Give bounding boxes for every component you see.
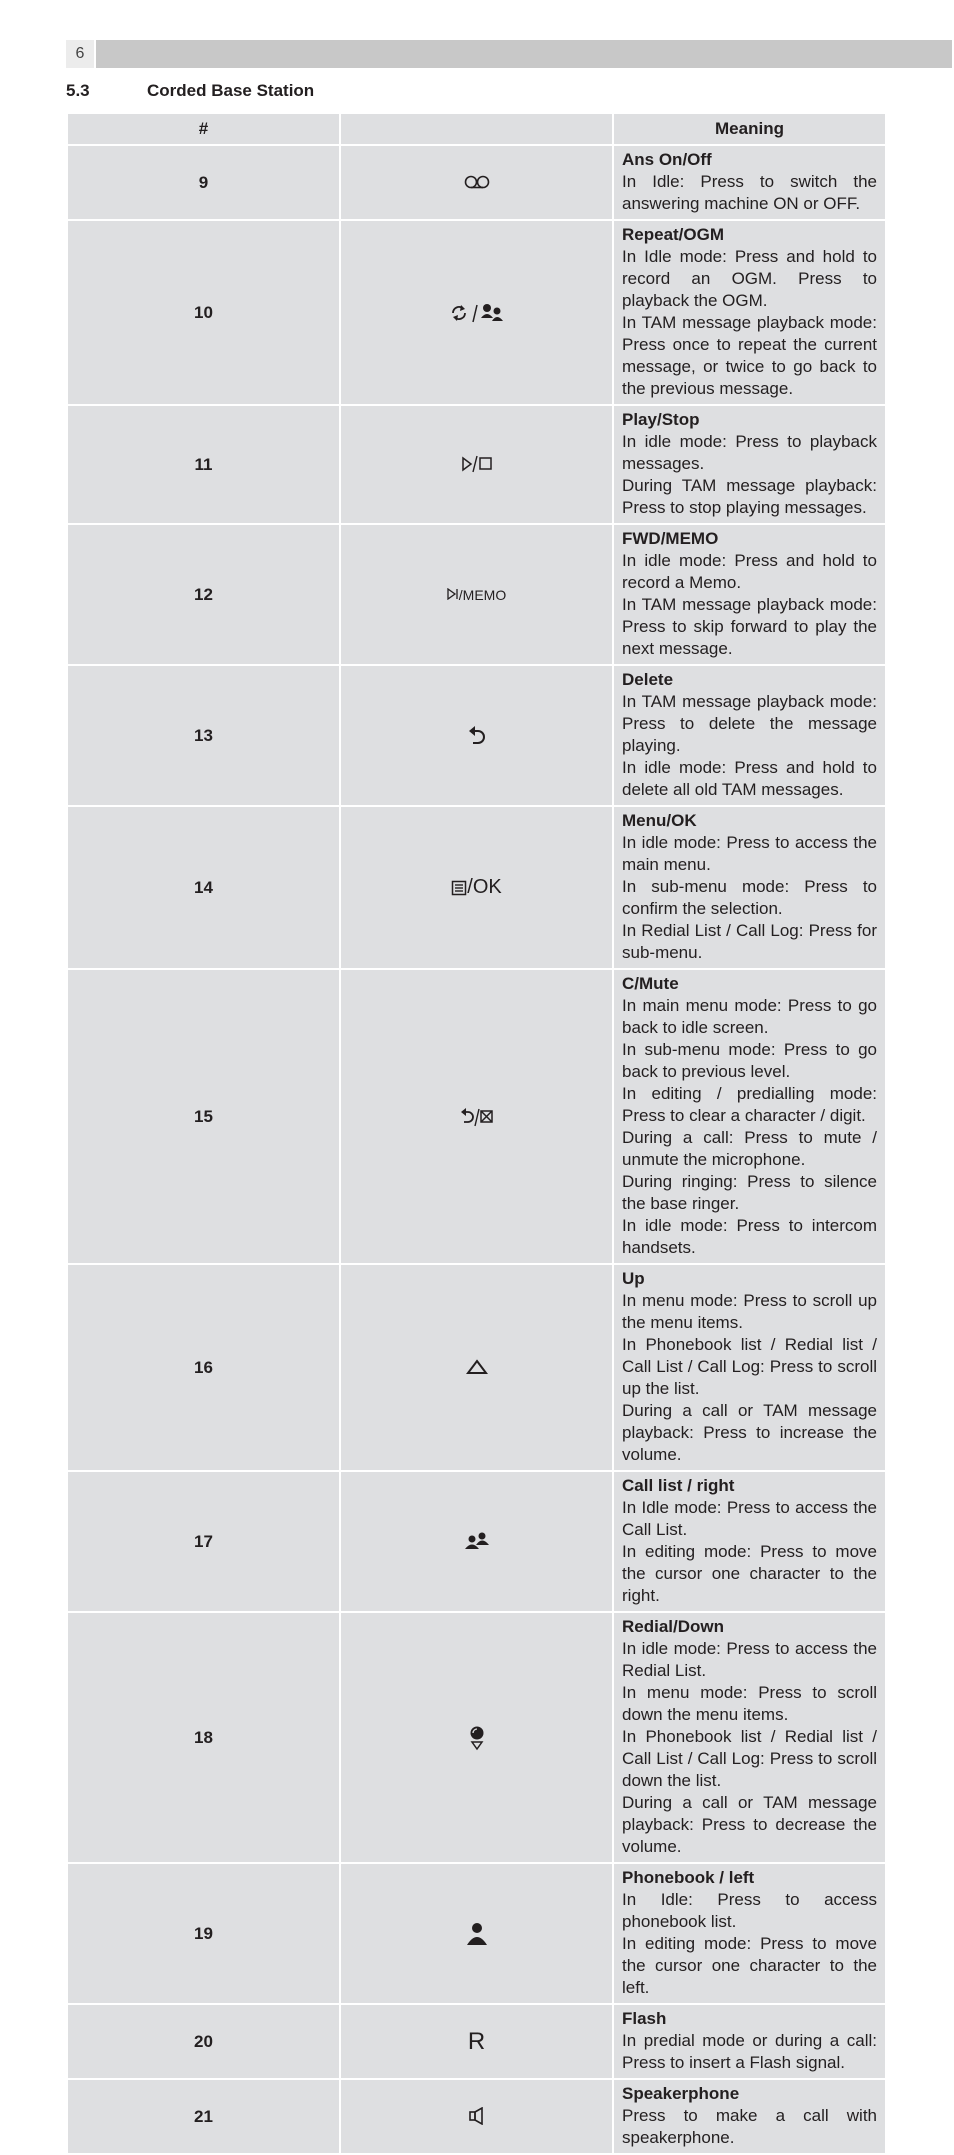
row-title: Phonebook / left — [622, 1868, 755, 1887]
row-line: During a call or TAM message playback: Press to increase the volume. — [622, 1401, 877, 1464]
row-number: 19 — [68, 1864, 339, 2003]
section-heading — [66, 81, 314, 101]
row-line: In TAM message playback mode: Press once to repeat the current message, or twice to go back to the previous message. — [622, 313, 877, 398]
row-line: In Idle: Press to access phonebook list. — [622, 1890, 877, 1931]
row-title: Menu/OK — [622, 811, 697, 830]
table-row — [68, 2080, 885, 2153]
row-line: In idle mode: Press to access the main menu. — [622, 833, 877, 874]
delete-icon — [467, 725, 487, 747]
row-icon-cell — [341, 1864, 612, 2003]
row-line: In sub-menu mode: Press to go back to previous level. — [622, 1040, 877, 1081]
clear-mute-icon — [460, 1107, 494, 1127]
row-line: In idle mode: Press to access the Redial List. — [622, 1639, 877, 1680]
row-line: In idle mode: Press to intercom handsets. — [622, 1216, 877, 1257]
page-number: 6 — [66, 40, 96, 68]
page-header-bar — [66, 40, 952, 68]
row-title: C/Mute — [622, 974, 679, 993]
row-meaning — [614, 146, 885, 219]
menu-ok-icon — [451, 880, 467, 896]
row-line: In main menu mode: Press to go back to idle screen. — [622, 996, 877, 1037]
row-line: In TAM message playback mode: Press to skip forward to play the next message. — [622, 595, 877, 658]
row-icon-cell — [341, 221, 612, 404]
row-title: Call list / right — [622, 1476, 735, 1495]
up-arrow-icon — [466, 1359, 488, 1375]
row-title: Delete — [622, 670, 674, 689]
row-meaning — [614, 406, 885, 523]
row-line: In Phonebook list / Redial list / Call List / Call Log: Press to scroll down the list. — [622, 1727, 877, 1790]
row-line: In sub-menu mode: Press to confirm the selection. — [622, 877, 877, 918]
row-title: Flash — [622, 2009, 667, 2028]
row-line: In menu mode: Press to scroll up the menu items. — [622, 1291, 877, 1332]
row-meaning — [614, 666, 885, 805]
table-row — [68, 525, 885, 664]
row-number: 18 — [68, 1613, 339, 1862]
row-meaning — [614, 1864, 885, 2003]
table-row — [68, 1472, 885, 1611]
section-number: 5.3 — [66, 81, 90, 100]
flash-icon: R — [467, 2027, 486, 2055]
row-line: In idle mode: Press and hold to record a Memo. — [622, 551, 877, 592]
table-row — [68, 1864, 885, 2003]
row-meaning — [614, 525, 885, 664]
row-line: In Phonebook list / Redial list / Call List / Call Log: Press to scroll up the list. — [622, 1335, 877, 1398]
row-title: FWD/MEMO — [622, 529, 719, 548]
row-meaning — [614, 1613, 885, 1862]
row-title: Redial/Down — [622, 1617, 725, 1636]
speakerphone-icon — [467, 2107, 487, 2125]
row-line: During TAM message playback: Press to stop playing messages. — [622, 476, 877, 517]
row-line: In idle mode: Press and hold to delete all old TAM messages. — [622, 758, 877, 799]
redial-down-icon — [467, 1725, 487, 1751]
row-line: In Idle mode: Press to access the Call List. — [622, 1498, 877, 1539]
row-line: In menu mode: Press to scroll down the menu items. — [622, 1683, 877, 1724]
row-number: 13 — [68, 666, 339, 805]
table-row — [68, 1265, 885, 1470]
row-number: 16 — [68, 1265, 339, 1470]
table-row — [68, 1613, 885, 1862]
table-row — [68, 221, 885, 404]
row-meaning — [614, 221, 885, 404]
call-list-icon — [464, 1532, 490, 1550]
row-icon-cell — [341, 807, 612, 968]
row-icon-cell — [341, 146, 612, 219]
row-line: In editing / predialling mode: Press to clear a character / digit. — [622, 1084, 877, 1125]
row-number: 20 — [68, 2005, 339, 2078]
row-number: 15 — [68, 970, 339, 1263]
fwd-memo-label: /MEMO — [458, 586, 507, 603]
row-icon-cell — [341, 1472, 612, 1611]
table-row — [68, 807, 885, 968]
row-line: During ringing: Press to silence the base ringer. — [622, 1172, 877, 1213]
answering-machine-icon — [463, 174, 491, 190]
row-title: Repeat/OGM — [622, 225, 725, 244]
row-line: During a call or TAM message playback: Press to decrease the volume. — [622, 1793, 877, 1856]
table-row — [68, 970, 885, 1263]
table-row — [68, 406, 885, 523]
row-number: 12 — [68, 525, 339, 664]
header-meaning: Meaning — [614, 114, 885, 144]
row-line: In editing mode: Press to move the cursor one character to the right. — [622, 1542, 877, 1605]
header-icon — [341, 114, 612, 144]
row-line: In Idle mode: Press and hold to record an OGM. Press to playback the OGM. — [622, 247, 877, 310]
row-title: Speakerphone — [622, 2084, 740, 2103]
row-line: In predial mode or during a call: Press to insert a Flash signal. — [622, 2031, 877, 2072]
row-icon-cell — [341, 2080, 612, 2153]
row-line: In TAM message playback mode: Press to delete the message playing. — [622, 692, 877, 755]
row-number: 10 — [68, 221, 339, 404]
row-meaning — [614, 2005, 885, 2078]
repeat-ogm-icon — [449, 302, 505, 324]
fwd-memo-icon — [447, 588, 459, 600]
table-row — [68, 666, 885, 805]
row-icon-cell — [341, 666, 612, 805]
menu-ok-label: /OK — [467, 876, 502, 898]
row-icon-cell — [341, 525, 612, 664]
row-icon-cell — [341, 406, 612, 523]
row-meaning — [614, 1265, 885, 1470]
row-line: During a call: Press to mute / unmute the microphone. — [622, 1128, 877, 1169]
table-row — [68, 146, 885, 219]
base-station-key-table — [66, 112, 887, 2155]
play-stop-icon — [460, 455, 494, 473]
row-icon-cell — [341, 970, 612, 1263]
table-row — [68, 2005, 885, 2078]
row-number: 14 — [68, 807, 339, 968]
row-meaning — [614, 1472, 885, 1611]
section-title: Corded Base Station — [147, 81, 315, 100]
row-number: 9 — [68, 146, 339, 219]
row-title: Ans On/Off — [622, 150, 712, 169]
row-meaning — [614, 2080, 885, 2153]
table-header-row — [68, 114, 885, 144]
row-line: In Redial List / Call Log: Press for sub-menu. — [622, 921, 877, 962]
row-number: 21 — [68, 2080, 339, 2153]
row-icon-cell — [341, 2005, 612, 2078]
row-icon-cell — [341, 1613, 612, 1862]
row-title: Play/Stop — [622, 410, 700, 429]
row-meaning — [614, 807, 885, 968]
row-line: In Idle: Press to switch the answering machine ON or OFF. — [622, 172, 877, 213]
phonebook-icon — [466, 1922, 488, 1946]
row-line: In editing mode: Press to move the cursor one character to the left. — [622, 1934, 877, 1997]
row-title: Up — [622, 1269, 645, 1288]
row-number: 17 — [68, 1472, 339, 1611]
row-line: In idle mode: Press to playback messages. — [622, 432, 877, 473]
row-number: 11 — [68, 406, 339, 523]
row-line: Press to make a call with speakerphone. — [622, 2106, 877, 2147]
row-meaning — [614, 970, 885, 1263]
row-icon-cell — [341, 1265, 612, 1470]
header-number: # — [68, 114, 339, 144]
